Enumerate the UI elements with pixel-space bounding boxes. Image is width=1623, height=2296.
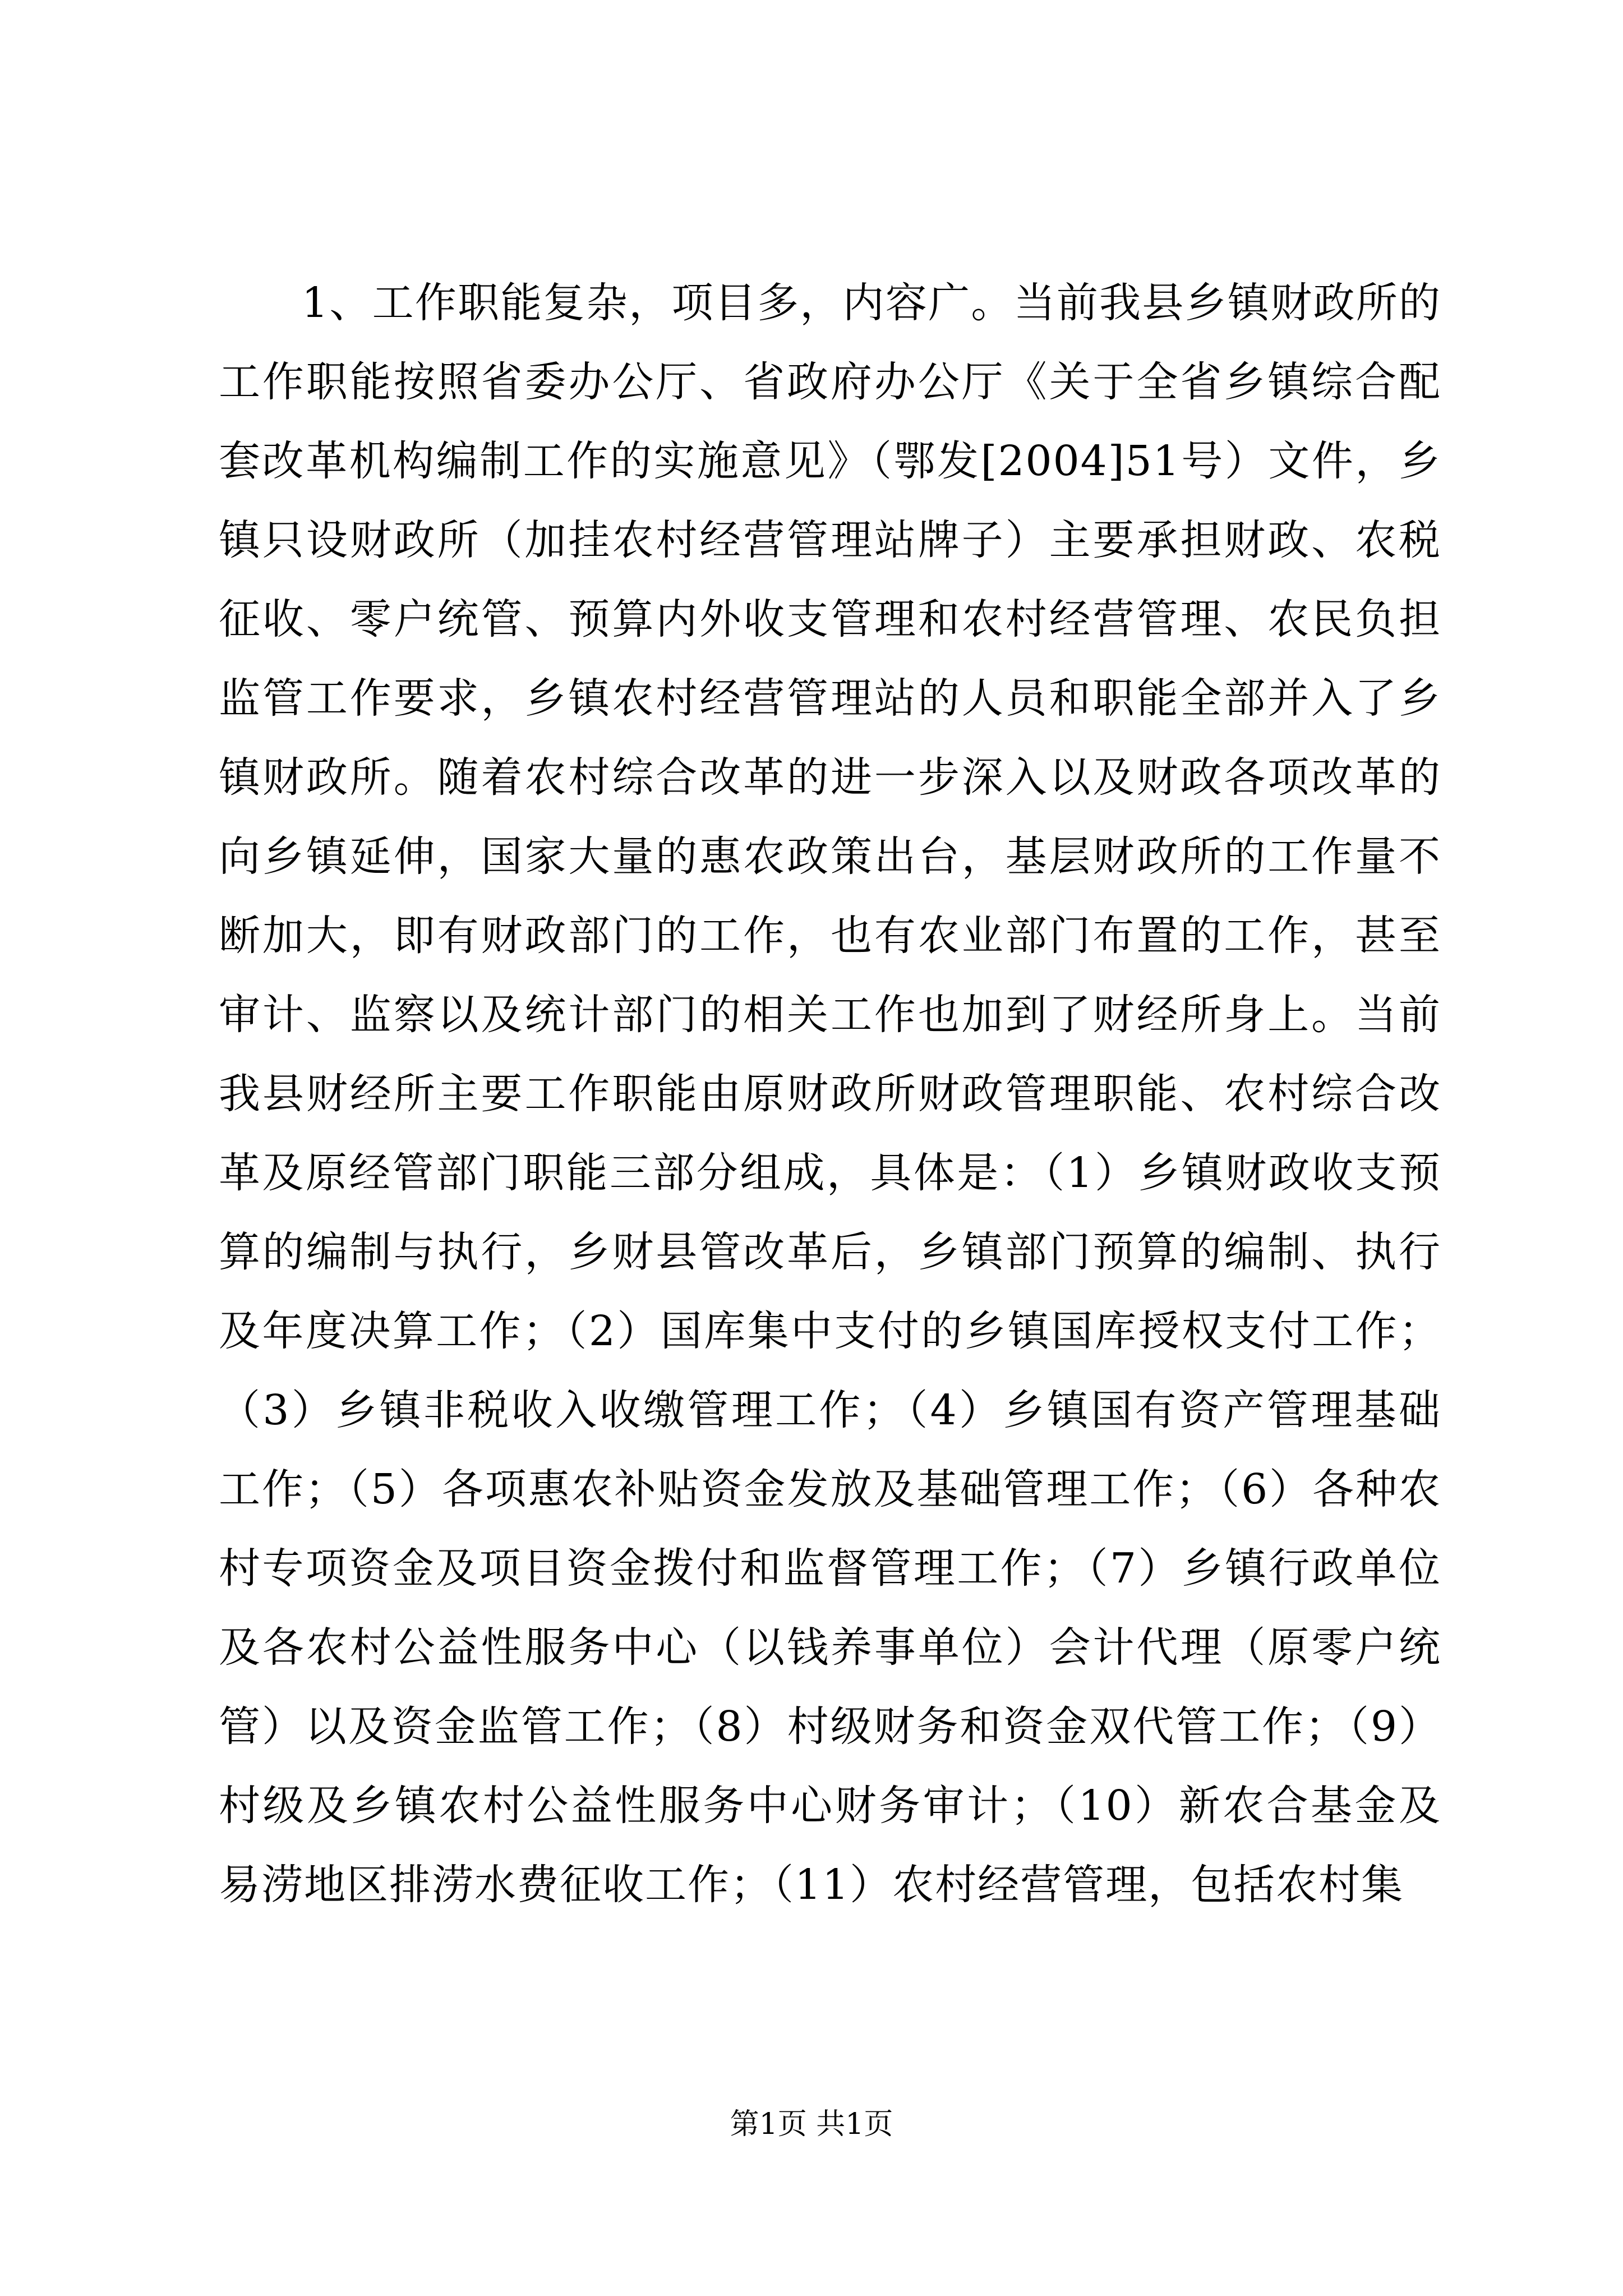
page-footer: 第1页 共1页: [730, 2108, 893, 2141]
body-paragraph: 1、工作职能复杂，项目多，内容广。当前我县乡镇财政所的工作职能按照省委办公厅、省政府办公厅《关于全省乡镇综合配套改革机构编制工作的实施意见》（鄂发[2004]51号）文件，乡镇只设财政所（加挂农村经营管理站牌子）主要承担财政、农税征收、零户统管、预算内外收支管理和农村经营管理、农民负担监管工作要求，乡镇农村经营管理站的人员和职能全部并入了乡镇财政所。随着农村综合改革的进一步深入以及财政各项改革的向乡镇延伸，国家大量的惠农政策出台，基层财政所的工作量不断加大，即有财政部门的工作，也有农业部门布置的工作，甚至审计、监察以及统计部门的相关工作也加到了财经所身上。当前我县财经所主要工作职能由原财政所财政管理职能、农村综合改革及原经管部门职能三部分组成，具体是：（1）乡镇财政收支预算的编制与执行，乡财县管改革后，乡镇部门预算的编制、执行及年度决算工作；（2）国库集中支付的乡镇国库授权支付工作；（3）乡镇非税收入收缴管理工作；（4）乡镇国有资产管理基础工作；（5）各项惠农补贴资金发放及基础管理工作；（6）各种农村专项资金及项目资金拨付和监督管理工作；（7）乡镇行政单位及各农村公益性服务中心（以钱养事单位）会计代理（原零户统管）以及资金监管工作；（8）村级财务和资金双代管工作；（9）村级及乡镇农村公益性服务中心财务审计；（10）新农合基金及易涝地区排涝水费征收工作；（11）农村经营管理，包括农村集: [219, 279, 1441, 1909]
